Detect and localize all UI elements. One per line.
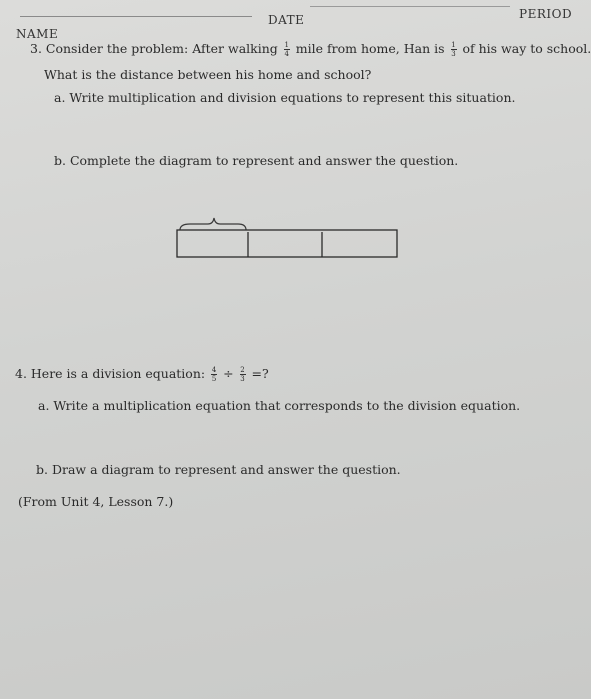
diagram-brace (180, 218, 246, 230)
q4-fraction-2-den: 3 (240, 375, 245, 383)
q3-fraction-1-num: 1 (284, 41, 290, 49)
q4-part-b: b. Draw a diagram to represent and answer the question. (36, 462, 401, 477)
q3-fraction-2-num: 1 (451, 41, 456, 49)
q4-fraction-2 (240, 366, 246, 383)
q3-part-a: a. Write multiplication and division equations to represent this situation. (54, 90, 516, 105)
source-note: (From Unit 4, Lesson 7.) (18, 494, 174, 509)
q4-part-a: a. Write a multiplication equation that corresponds to the division equation. (38, 398, 521, 413)
q3-text-c: of his way to school. (462, 41, 591, 56)
q3-line2: What is the distance between his home and school? (44, 67, 372, 82)
q4-line1 (15, 366, 269, 383)
q3-text-a: Consider the problem: After walking (45, 41, 278, 56)
q4-text: 4. Here is a division equation: (15, 366, 206, 381)
q3-part-b: b. Complete the diagram to represent and answer the question. (54, 153, 459, 168)
q4-fraction-2-num: 2 (240, 366, 245, 374)
q3-text-b: mile from home, Han is (295, 41, 445, 56)
period-label: PERIOD (519, 7, 573, 21)
q3-fraction-2-den: 3 (451, 50, 456, 58)
q4-fraction-1 (211, 366, 217, 383)
q4-equals: =? (251, 366, 269, 381)
q3-fraction-1-den: 4 (284, 50, 290, 58)
name-label: NAME (16, 27, 59, 41)
date-label: DATE (268, 13, 305, 27)
q4-fraction-1-den: 5 (211, 375, 217, 383)
q4-fraction-1-num: 4 (211, 366, 217, 374)
q4-operator: ÷ (223, 366, 234, 381)
diagram-tape-outline (177, 230, 397, 257)
q3-number: 3. (30, 41, 42, 56)
